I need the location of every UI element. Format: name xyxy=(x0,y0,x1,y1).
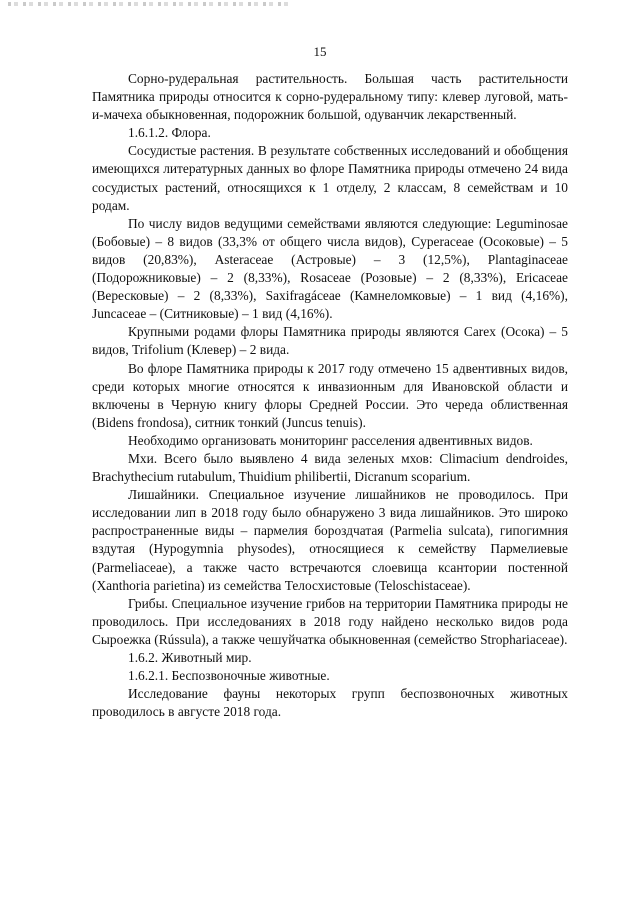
paragraph-invertebrate-study: Исследование фауны некоторых групп беспозвоночных животных проводилось в августе 2018 года. xyxy=(92,686,568,720)
section-heading-flora: 1.6.1.2. Флора. xyxy=(128,125,211,141)
section-heading-fauna: 1.6.2. Животный мир. xyxy=(128,650,252,665)
page-number: 15 xyxy=(313,44,327,59)
paragraph-adventive-species: Во флоре Памятника природы к 2017 году отмечено 15 адвентивных видов, среди которых многие относятся к инвазионным для Ивановской области и включены в Черную книгу флоры Средней России. Это череда облиственная (Bidens frondosa), ситник тонкий (Juncus tenuis). xyxy=(92,360,568,430)
paragraph-vascular-plants: Сосудистые растения. В результате собственных исследований и обобщения имеющихся литературных данных во флоре Памятника природы отмечено 24 вида сосудистых растений, относящихся к 1 отделу, 2 классам, 8 семействам и 10 родам. xyxy=(92,143,568,213)
paragraph-mosses: Мхи. Всего было выявлено 4 вида зеленых мхов: Climacium dendroides, Brachythecium rutabulum, Thuidium philibertii, Dicranum scoparium. xyxy=(92,450,568,485)
paragraph-weedy-vegetation: Сорно-рудеральная растительность. Большая часть растительности Памятника природы относится к сорно-рудеральному типу: клевер луговой, мать-и-мачеха обыкновенная, подорожник большой, одуванчик лекарственный. xyxy=(92,71,568,123)
paragraph-fungi: Грибы. Специальное изучение грибов на территории Памятника природы не проводилось. При исследованиях в 2018 году найдено несколько видов рода Сыроежка (Rússula), а также чешуйчатка обыкновенная (семейство Strophariaceae). xyxy=(92,595,568,647)
paragraph-leading-families: По числу видов ведущими семействами являются следующие: Leguminosae (Бобовые) – 8 видов (33,3% от общего числа видов), Cyperaceae (Осоковые) – 5 видов (20,83%), Asteraceae (Астровые) – 3 (12,5%), Plantaginaceae (Подорожниковые) – 2 (8,33%), Rosaceae (Розовые) – 2 (8,33%), Ericaceae (Вересковые) – 2 (8,33%), Saxifragáceae (Камнеломковые) – 1 вид (4,16%), Juncaceae – (Ситниковые) – 1 вид (4,16%). xyxy=(92,215,568,322)
document-body xyxy=(92,70,568,721)
scan-artifact xyxy=(8,2,288,6)
paragraph-monitoring: Необходимо организовать мониторинг расселения адвентивных видов. xyxy=(128,432,533,448)
paragraph-lichens: Лишайники. Специальное изучение лишайников не проводилось. При исследовании лип в 2018 году было обнаружено 3 вида лишайников. Это широко распространенные виды – пармелия бороздчатая (Parmelia sulcata), гипогимния вздутая (Hypogymnia physodes), относящиеся к семейству Пармелиевые (Parmeliaceae), а также часто встречаются слоевища ксантории постенной (Xanthoria parietina) из семейства Телосхистовые (Teloschistaceae). xyxy=(92,487,569,593)
section-heading-invertebrates: 1.6.2.1. Беспозвоночные животные. xyxy=(128,668,330,684)
paragraph-large-genera: Крупными родами флоры Памятника природы являются Carex (Осока) – 5 видов, Trifolium (Клевер) – 2 вида. xyxy=(92,324,568,358)
